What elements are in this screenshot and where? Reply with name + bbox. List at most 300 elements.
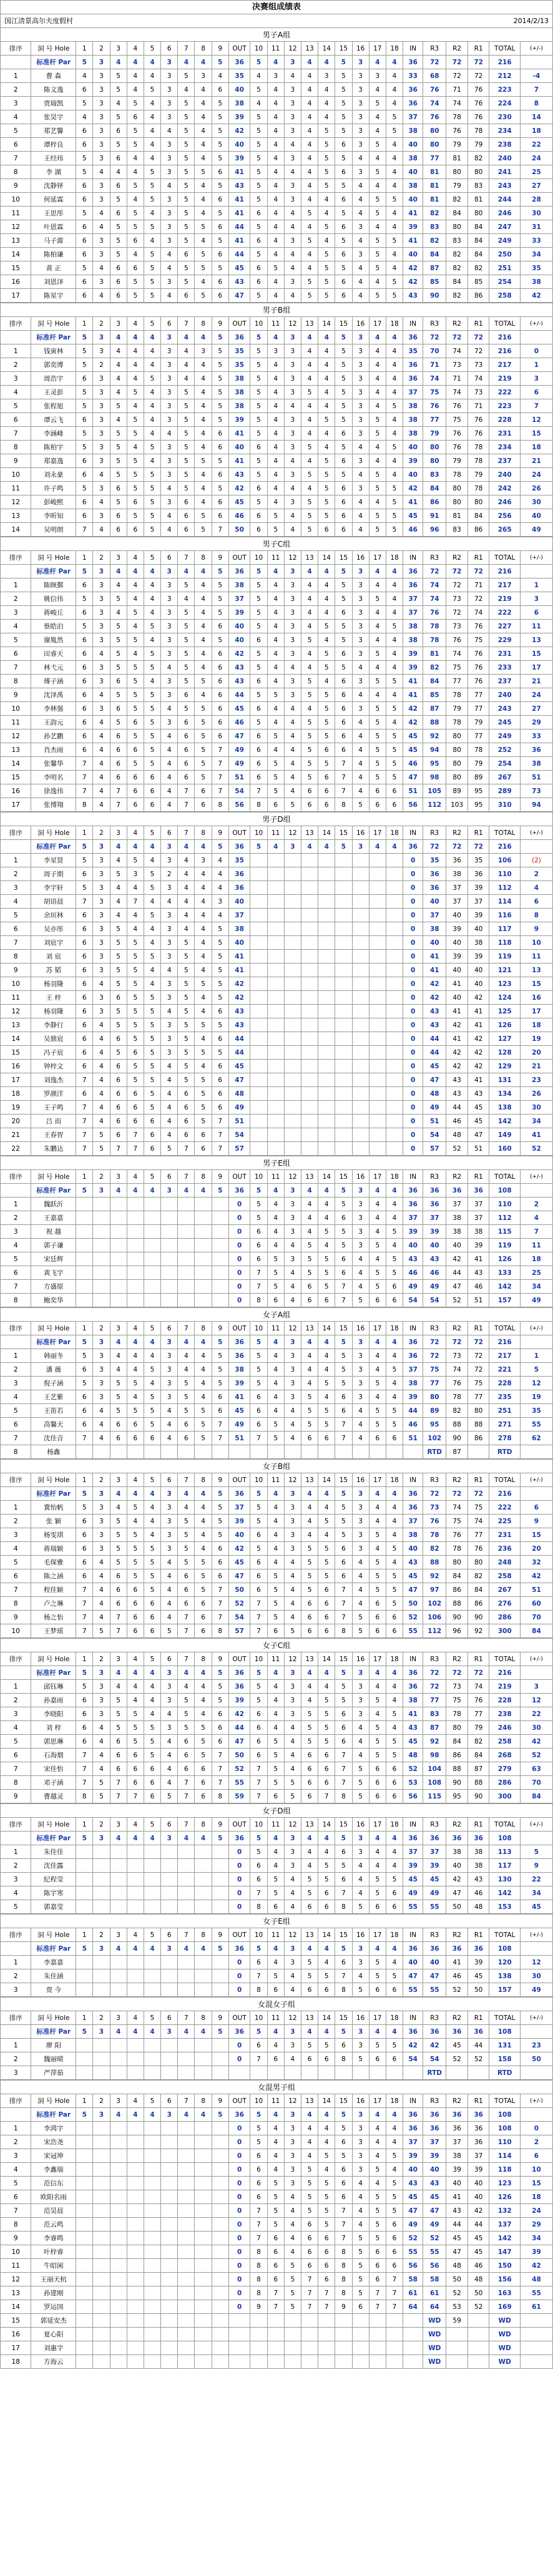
score-cell: 5 <box>212 110 228 124</box>
in-total: 0 <box>403 1087 423 1101</box>
rank-cell: 10 <box>1 468 31 482</box>
score-cell: 5 <box>127 289 144 303</box>
out-total: 42 <box>228 1707 250 1721</box>
round3-total: 72 <box>423 1680 446 1694</box>
score-cell <box>352 2328 369 2341</box>
score-cell: 4 <box>195 193 212 207</box>
par-cell: 4 <box>318 1666 335 1680</box>
round3-total: 80 <box>423 441 446 454</box>
column-header: 10 <box>250 826 267 840</box>
score-cell <box>178 2163 195 2177</box>
out-total: 41 <box>228 165 250 179</box>
rank-cell: 4 <box>1 2163 31 2177</box>
total-score: 132 <box>489 2204 520 2218</box>
score-cell: 5 <box>110 922 127 936</box>
score-cell <box>195 2149 212 2163</box>
column-header: (+/-) <box>520 1473 552 1487</box>
total-score: 127 <box>489 1032 520 1046</box>
score-cell: 5 <box>301 1252 318 1266</box>
score-cell <box>76 2204 93 2218</box>
score-cell: 5 <box>386 675 403 688</box>
round2-total: 73 <box>446 620 468 633</box>
column-header: R1 <box>467 1170 489 1184</box>
par-row <box>1 565 553 578</box>
score-cell: 5 <box>250 716 267 729</box>
score-cell: 4 <box>284 1583 301 1597</box>
par-cell: 72 <box>423 1335 446 1349</box>
in-total <box>403 2355 423 2369</box>
score-cell: 5 <box>250 1501 267 1515</box>
score-cell: 4 <box>144 964 160 977</box>
score-cell: 3 <box>352 138 369 152</box>
score-cell: 6 <box>250 1252 267 1266</box>
in-total: 41 <box>403 675 423 688</box>
score-cell: 5 <box>110 964 127 977</box>
round2-total <box>446 2341 468 2355</box>
score-cell: 5 <box>110 1005 127 1018</box>
rank-cell: 4 <box>1 1886 31 1900</box>
total-score: 235 <box>489 1390 520 1404</box>
score-cell: 3 <box>352 220 369 234</box>
score-cell: 4 <box>284 2190 301 2204</box>
venue-date-row <box>0 14 553 27</box>
rank-cell: 3 <box>1 1528 31 1542</box>
par-cell: 216 <box>489 565 520 578</box>
player-name: 朱鹏达 <box>31 1142 76 1156</box>
score-cell <box>250 1005 267 1018</box>
par-label: 标准杆 Par <box>31 1942 76 1956</box>
score-cell: 8 <box>335 2245 352 2259</box>
score-cell: 6 <box>110 1032 127 1046</box>
round3-total: 82 <box>423 1542 446 1556</box>
column-header: 10 <box>250 42 267 56</box>
round2-total: 37 <box>446 895 468 909</box>
score-cell <box>93 1845 110 1859</box>
round3-total: 95 <box>423 1418 446 1432</box>
to-par: 4 <box>520 1211 552 1225</box>
score-cell: 4 <box>110 1363 127 1377</box>
out-total: 0 <box>228 2273 250 2286</box>
player-name: 李林强 <box>31 702 76 716</box>
score-cell <box>250 1101 267 1115</box>
score-cell <box>127 1969 144 1983</box>
score-cell <box>93 2204 110 2218</box>
score-cell: 6 <box>212 165 228 179</box>
table-row <box>1 729 553 743</box>
in-total: 40 <box>403 138 423 152</box>
par-cell: 4 <box>144 1832 160 1845</box>
column-header: 7 <box>178 826 195 840</box>
to-par: 61 <box>520 2300 552 2314</box>
score-cell: 6 <box>250 1404 267 1418</box>
par-cell: 3 <box>284 1942 301 1956</box>
round2-total: 74 <box>446 1501 468 1515</box>
in-total: 39 <box>403 647 423 661</box>
score-cell <box>144 2341 160 2355</box>
score-cell: 4 <box>352 1252 369 1266</box>
column-header: 9 <box>212 2094 228 2108</box>
score-cell: 4 <box>144 1515 160 1528</box>
score-cell: 4 <box>195 647 212 661</box>
score-cell: 4 <box>144 207 160 220</box>
score-cell: 5 <box>127 1501 144 1515</box>
score-cell: 4 <box>161 1597 178 1611</box>
in-total: 47 <box>403 2204 423 2218</box>
column-header: (+/-) <box>520 1322 552 1335</box>
total-score: 310 <box>489 798 520 812</box>
score-cell: 8 <box>250 2245 267 2259</box>
score-cell: 5 <box>369 1569 386 1583</box>
score-cell: 6 <box>195 1597 212 1611</box>
rank-cell: 4 <box>1 895 31 909</box>
score-cell: 5 <box>212 482 228 495</box>
table-row <box>1 964 553 977</box>
score-cell: 5 <box>250 413 267 427</box>
score-cell: 4 <box>301 647 318 661</box>
score-cell: 5 <box>212 922 228 936</box>
score-cell <box>110 2232 127 2245</box>
score-cell: 4 <box>301 220 318 234</box>
score-cell: 4 <box>301 592 318 606</box>
score-cell: 4 <box>386 1721 403 1735</box>
score-cell: 6 <box>110 152 127 165</box>
column-header: 12 <box>284 551 301 565</box>
round3-total: 85 <box>423 275 446 289</box>
table-row <box>1 2177 553 2190</box>
score-cell: 4 <box>318 1363 335 1377</box>
player-name: 马子源 <box>31 234 76 248</box>
score-cell: 5 <box>301 1583 318 1597</box>
score-cell: 4 <box>352 1721 369 1735</box>
table-row <box>1 1280 553 1294</box>
score-cell: 5 <box>127 207 144 220</box>
column-header: 13 <box>301 2094 318 2108</box>
score-cell: 4 <box>267 1845 284 1859</box>
par-cell: 3 <box>93 1832 110 1845</box>
score-cell <box>178 2232 195 2245</box>
par-cell: 36 <box>403 565 423 578</box>
score-cell: 5 <box>144 1087 160 1101</box>
score-cell: 6 <box>144 1624 160 1638</box>
table-row <box>1 234 553 248</box>
score-cell: 6 <box>76 867 93 881</box>
total-score: 246 <box>489 495 520 509</box>
score-cell: 4 <box>301 2135 318 2149</box>
in-total: 0 <box>403 1128 423 1142</box>
score-cell <box>127 2163 144 2177</box>
score-cell: 7 <box>76 757 93 771</box>
score-cell: 7 <box>301 2286 318 2300</box>
score-cell: 5 <box>335 1694 352 1707</box>
score-cell: 5 <box>161 1142 178 1156</box>
score-cell <box>127 2355 144 2369</box>
score-cell <box>93 1280 110 1294</box>
score-cell: 5 <box>110 83 127 97</box>
out-total: 39 <box>228 413 250 427</box>
score-cell: 4 <box>178 1501 195 1515</box>
in-total: 37 <box>403 1211 423 1225</box>
score-cell <box>369 854 386 867</box>
column-header: OUT <box>228 2094 250 2108</box>
par-cell: 4 <box>195 565 212 578</box>
score-cell: 5 <box>301 1707 318 1721</box>
score-cell: 3 <box>352 1528 369 1542</box>
par-cell: 4 <box>369 331 386 344</box>
score-cell: 4 <box>284 261 301 275</box>
round2-total: 83 <box>446 523 468 537</box>
column-header: 11 <box>267 826 284 840</box>
rank-cell: 11 <box>1 2259 31 2273</box>
to-par: 62 <box>520 1432 552 1445</box>
score-cell: 5 <box>267 2177 284 2190</box>
score-cell: 6 <box>212 248 228 261</box>
score-cell: 5 <box>352 1776 369 1790</box>
score-cell: 6 <box>318 1886 335 1900</box>
total-score: 117 <box>489 1859 520 1873</box>
score-cell: 4 <box>161 895 178 909</box>
score-cell <box>352 922 369 936</box>
score-cell: 4 <box>161 289 178 303</box>
round1-total: 71 <box>467 399 489 413</box>
score-cell <box>335 922 352 936</box>
score-cell: 5 <box>212 358 228 372</box>
total-score: 221 <box>489 1363 520 1377</box>
score-cell: 5 <box>335 620 352 633</box>
score-cell: 5 <box>195 977 212 991</box>
score-cell: 6 <box>335 1404 352 1418</box>
round3-total: 81 <box>423 193 446 207</box>
score-cell: 5 <box>178 1032 195 1046</box>
score-cell <box>369 950 386 964</box>
score-cell: 5 <box>195 1432 212 1445</box>
column-header: 10 <box>250 1652 267 1666</box>
score-cell: 6 <box>195 1128 212 1142</box>
score-cell: 6 <box>335 1542 352 1556</box>
score-cell: 4 <box>284 1432 301 1445</box>
column-header: 11 <box>267 1652 284 1666</box>
column-header: 12 <box>284 1652 301 1666</box>
score-cell: 4 <box>369 1349 386 1363</box>
out-total: 0 <box>228 1225 250 1239</box>
par-cell: 3 <box>161 2108 178 2122</box>
player-name: 孙嘉雨 <box>31 1694 76 1707</box>
round3-total: 74 <box>423 592 446 606</box>
score-cell <box>352 1005 369 1018</box>
round2-total: 78 <box>446 1542 468 1556</box>
column-header: R3 <box>423 1473 446 1487</box>
rank-cell: 11 <box>1 207 31 220</box>
round1-total: 40 <box>467 964 489 977</box>
score-cell: 3 <box>93 1707 110 1721</box>
score-cell: 6 <box>369 1776 386 1790</box>
score-cell <box>212 1969 228 1983</box>
score-cell: 5 <box>386 1418 403 1432</box>
score-cell: 4 <box>369 1390 386 1404</box>
par-cell: 4 <box>110 1942 127 1956</box>
score-cell <box>301 977 318 991</box>
score-cell <box>284 881 301 895</box>
round3-total: 106 <box>423 1611 446 1624</box>
score-cell: 3 <box>284 1377 301 1390</box>
rank-cell: 3 <box>1 881 31 895</box>
score-cell: 4 <box>386 69 403 83</box>
par-label: 标准杆 Par <box>31 1184 76 1198</box>
player-name: 王梦瑶 <box>31 1624 76 1638</box>
score-cell: 4 <box>267 165 284 179</box>
score-cell: 6 <box>318 1583 335 1597</box>
score-cell: 5 <box>110 1528 127 1542</box>
score-cell: 5 <box>250 399 267 413</box>
score-cell <box>76 2190 93 2204</box>
score-cell: 3 <box>284 468 301 482</box>
in-total: 56 <box>403 798 423 812</box>
score-cell <box>369 1073 386 1087</box>
score-cell: 3 <box>352 578 369 592</box>
score-cell <box>369 1128 386 1142</box>
round2-total: 50 <box>446 2273 468 2286</box>
score-cell <box>144 2039 160 2052</box>
to-par: 27 <box>520 702 552 716</box>
score-cell: 5 <box>335 69 352 83</box>
column-header: R3 <box>423 1322 446 1335</box>
total-score: 237 <box>489 454 520 468</box>
score-cell <box>178 1252 195 1266</box>
round1-total: 83 <box>467 179 489 193</box>
score-cell: 7 <box>76 895 93 909</box>
column-header: TOTAL <box>489 2094 520 2108</box>
header-row <box>1 1652 553 1666</box>
score-cell: 4 <box>386 578 403 592</box>
score-cell: 7 <box>127 1790 144 1803</box>
score-cell: 3 <box>161 83 178 97</box>
score-cell: 6 <box>369 1900 386 1914</box>
score-cell: 4 <box>284 1418 301 1432</box>
par-cell <box>520 56 552 69</box>
score-cell: 6 <box>127 110 144 124</box>
round2-total: 39 <box>446 950 468 964</box>
par-cell: 3 <box>161 1666 178 1680</box>
score-cell: 4 <box>301 124 318 138</box>
column-header: (+/-) <box>520 42 552 56</box>
score-cell: 6 <box>127 1087 144 1101</box>
to-par: 33 <box>520 729 552 743</box>
score-cell: 3 <box>352 1239 369 1252</box>
par-cell: 36 <box>446 1832 468 1845</box>
round1-total: 42 <box>467 1060 489 1073</box>
column-header: R2 <box>446 2011 468 2025</box>
score-cell <box>318 1073 335 1087</box>
in-total: 0 <box>403 1018 423 1032</box>
round2-total: 37 <box>446 2135 468 2149</box>
score-cell <box>301 2341 318 2355</box>
round1-total: 44 <box>467 2039 489 2052</box>
table-row <box>1 1404 553 1418</box>
score-cell <box>369 2066 386 2080</box>
rank-cell: 3 <box>1 1707 31 1721</box>
score-cell <box>212 1983 228 1997</box>
out-total: 50 <box>228 1583 250 1597</box>
score-cell: 6 <box>369 2259 386 2273</box>
to-par: 49 <box>520 1294 552 1307</box>
column-header: 10 <box>250 2094 267 2108</box>
round3-total: 43 <box>423 1005 446 1018</box>
column-header: 6 <box>161 1170 178 1184</box>
score-cell: 5 <box>178 1515 195 1528</box>
score-cell: 5 <box>267 1776 284 1790</box>
score-cell: 4 <box>110 881 127 895</box>
score-cell: 4 <box>178 895 195 909</box>
score-cell <box>127 1252 144 1266</box>
score-cell: 5 <box>318 482 335 495</box>
to-par: 19 <box>520 1032 552 1046</box>
score-cell: 4 <box>195 97 212 110</box>
total-score: WD <box>489 2328 520 2341</box>
total-score: 216 <box>489 344 520 358</box>
score-cell: 4 <box>76 110 93 124</box>
out-total: 47 <box>228 1735 250 1749</box>
score-cell: 5 <box>178 702 195 716</box>
player-name: 余垣林 <box>31 909 76 922</box>
score-cell: 6 <box>76 716 93 729</box>
total-score: 252 <box>489 743 520 757</box>
score-cell: 4 <box>161 1569 178 1583</box>
player-name: 吴明朗 <box>31 523 76 537</box>
column-header: 5 <box>144 826 160 840</box>
score-cell: 4 <box>318 1680 335 1694</box>
rank-cell: 8 <box>1 950 31 964</box>
round2-total: 73 <box>446 358 468 372</box>
score-cell: 6 <box>76 138 93 152</box>
column-header: 13 <box>301 1170 318 1184</box>
column-header: IN <box>403 1928 423 1942</box>
par-cell: 5 <box>76 840 93 854</box>
score-cell: 3 <box>284 1694 301 1707</box>
score-cell: 3 <box>93 592 110 606</box>
score-cell: 4 <box>369 1845 386 1859</box>
round2-total: 41 <box>446 1032 468 1046</box>
player-name: 王艺紫 <box>31 1390 76 1404</box>
in-total: 46 <box>403 523 423 537</box>
to-par: 16 <box>520 991 552 1005</box>
score-cell: 4 <box>195 867 212 881</box>
out-total: 38 <box>228 399 250 413</box>
score-cell: 7 <box>178 1790 195 1803</box>
score-cell <box>144 2273 160 2286</box>
score-cell <box>127 1859 144 1873</box>
score-cell <box>161 1225 178 1239</box>
player-name: 郭思琳 <box>31 1735 76 1749</box>
round2-total: 48 <box>446 2259 468 2273</box>
to-par: 21 <box>520 454 552 468</box>
score-cell <box>127 2286 144 2300</box>
score-cell: 6 <box>110 1762 127 1776</box>
player-name: 严萍茹 <box>31 2066 76 2080</box>
round1-total: 80 <box>467 1556 489 1569</box>
score-cell: 5 <box>335 358 352 372</box>
score-cell <box>386 1046 403 1060</box>
score-cell: 3 <box>161 1680 178 1694</box>
par-cell: 4 <box>144 2025 160 2039</box>
par-cell: 108 <box>489 2025 520 2039</box>
score-cell: 4 <box>386 1501 403 1515</box>
table-row <box>1 881 553 895</box>
score-cell: 4 <box>161 1432 178 1445</box>
score-cell: 5 <box>335 234 352 248</box>
round2-total: 81 <box>446 152 468 165</box>
score-cell: 4 <box>93 1046 110 1060</box>
to-par: 18 <box>520 1018 552 1032</box>
score-cell <box>110 1873 127 1886</box>
